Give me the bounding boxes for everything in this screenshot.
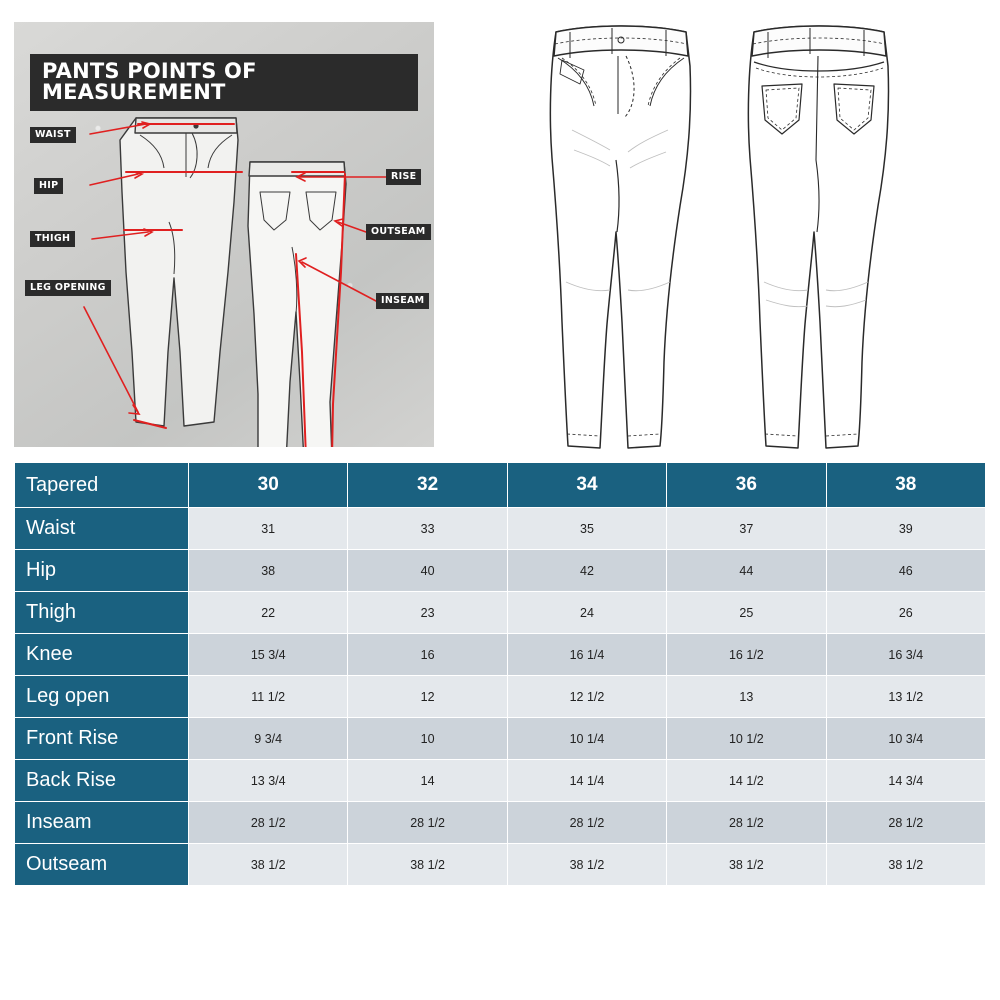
label-outseam: OUTSEAM (366, 224, 431, 240)
table-row (15, 760, 986, 802)
cell-outseam-32: 38 1/2 (348, 844, 507, 886)
cell-inseam-30: 28 1/2 (189, 802, 348, 844)
cell-front-rise-32: 10 (348, 718, 507, 760)
cell-knee-32: 16 (348, 634, 507, 676)
row-label-front-rise: Front Rise (15, 718, 189, 760)
cell-outseam-38: 38 1/2 (826, 844, 985, 886)
cell-front-rise-34: 10 1/4 (507, 718, 666, 760)
table-row (15, 508, 986, 550)
cell-waist-36: 37 (667, 508, 826, 550)
cell-leg-open-38: 13 1/2 (826, 676, 985, 718)
row-label-knee: Knee (15, 634, 189, 676)
cell-back-rise-38: 14 3/4 (826, 760, 985, 802)
label-leg-opening: LEG OPENING (25, 280, 111, 296)
size-column-header-30: 30 (189, 463, 348, 508)
label-rise: RISE (386, 169, 421, 185)
cell-back-rise-36: 14 1/2 (667, 760, 826, 802)
cell-inseam-34: 28 1/2 (507, 802, 666, 844)
cell-thigh-38: 26 (826, 592, 985, 634)
cell-inseam-38: 28 1/2 (826, 802, 985, 844)
row-label-thigh: Thigh (15, 592, 189, 634)
points-of-measurement-diagram (14, 22, 434, 447)
cell-outseam-36: 38 1/2 (667, 844, 826, 886)
cell-thigh-30: 22 (189, 592, 348, 634)
jeans-back-technical-flat (748, 26, 888, 448)
cell-hip-38: 46 (826, 550, 985, 592)
table-row (15, 634, 986, 676)
row-label-back-rise: Back Rise (15, 760, 189, 802)
cell-outseam-30: 38 1/2 (189, 844, 348, 886)
cell-leg-open-32: 12 (348, 676, 507, 718)
row-label-outseam: Outseam (15, 844, 189, 886)
cell-thigh-32: 23 (348, 592, 507, 634)
cell-hip-32: 40 (348, 550, 507, 592)
cell-leg-open-30: 11 1/2 (189, 676, 348, 718)
table-row (15, 592, 986, 634)
size-column-header-32: 32 (348, 463, 507, 508)
table-row (15, 676, 986, 718)
label-inseam: INSEAM (376, 293, 429, 309)
size-column-header-36: 36 (667, 463, 826, 508)
technical-flats (500, 10, 980, 460)
cell-thigh-36: 25 (667, 592, 826, 634)
cell-hip-34: 42 (507, 550, 666, 592)
table-row (15, 718, 986, 760)
table-row (15, 550, 986, 592)
row-label-inseam: Inseam (15, 802, 189, 844)
size-column-header-38: 38 (826, 463, 985, 508)
cell-back-rise-34: 14 1/4 (507, 760, 666, 802)
illustration-area (0, 0, 1000, 460)
table-header-row (15, 463, 986, 508)
cell-outseam-34: 38 1/2 (507, 844, 666, 886)
cell-waist-30: 31 (189, 508, 348, 550)
label-hip: HIP (34, 178, 63, 194)
cell-back-rise-32: 14 (348, 760, 507, 802)
cell-knee-34: 16 1/4 (507, 634, 666, 676)
cell-inseam-32: 28 1/2 (348, 802, 507, 844)
size-chart-table-container (14, 462, 986, 886)
cell-hip-30: 38 (189, 550, 348, 592)
jeans-flats-artwork (500, 10, 980, 460)
row-label-hip: Hip (15, 550, 189, 592)
label-thigh: THIGH (30, 231, 75, 247)
cell-leg-open-36: 13 (667, 676, 826, 718)
cell-thigh-34: 24 (507, 592, 666, 634)
label-waist: WAIST (30, 127, 76, 143)
jeans-front-technical-flat (550, 26, 690, 448)
cell-front-rise-30: 9 3/4 (189, 718, 348, 760)
cell-front-rise-36: 10 1/2 (667, 718, 826, 760)
cell-waist-32: 33 (348, 508, 507, 550)
size-column-header-34: 34 (507, 463, 666, 508)
cell-hip-36: 44 (667, 550, 826, 592)
cell-waist-38: 39 (826, 508, 985, 550)
size-chart-table (14, 462, 986, 886)
cell-waist-34: 35 (507, 508, 666, 550)
cell-front-rise-38: 10 3/4 (826, 718, 985, 760)
cell-knee-38: 16 3/4 (826, 634, 985, 676)
cell-leg-open-34: 12 1/2 (507, 676, 666, 718)
table-row (15, 802, 986, 844)
cell-knee-36: 16 1/2 (667, 634, 826, 676)
diagram-title: PANTS POINTS OF MEASUREMENT (30, 54, 418, 111)
cell-knee-30: 15 3/4 (189, 634, 348, 676)
table-row (15, 844, 986, 886)
row-label-leg-open: Leg open (15, 676, 189, 718)
table-corner-label: Tapered (15, 463, 189, 508)
row-label-waist: Waist (15, 508, 189, 550)
cell-inseam-36: 28 1/2 (667, 802, 826, 844)
cell-back-rise-30: 13 3/4 (189, 760, 348, 802)
